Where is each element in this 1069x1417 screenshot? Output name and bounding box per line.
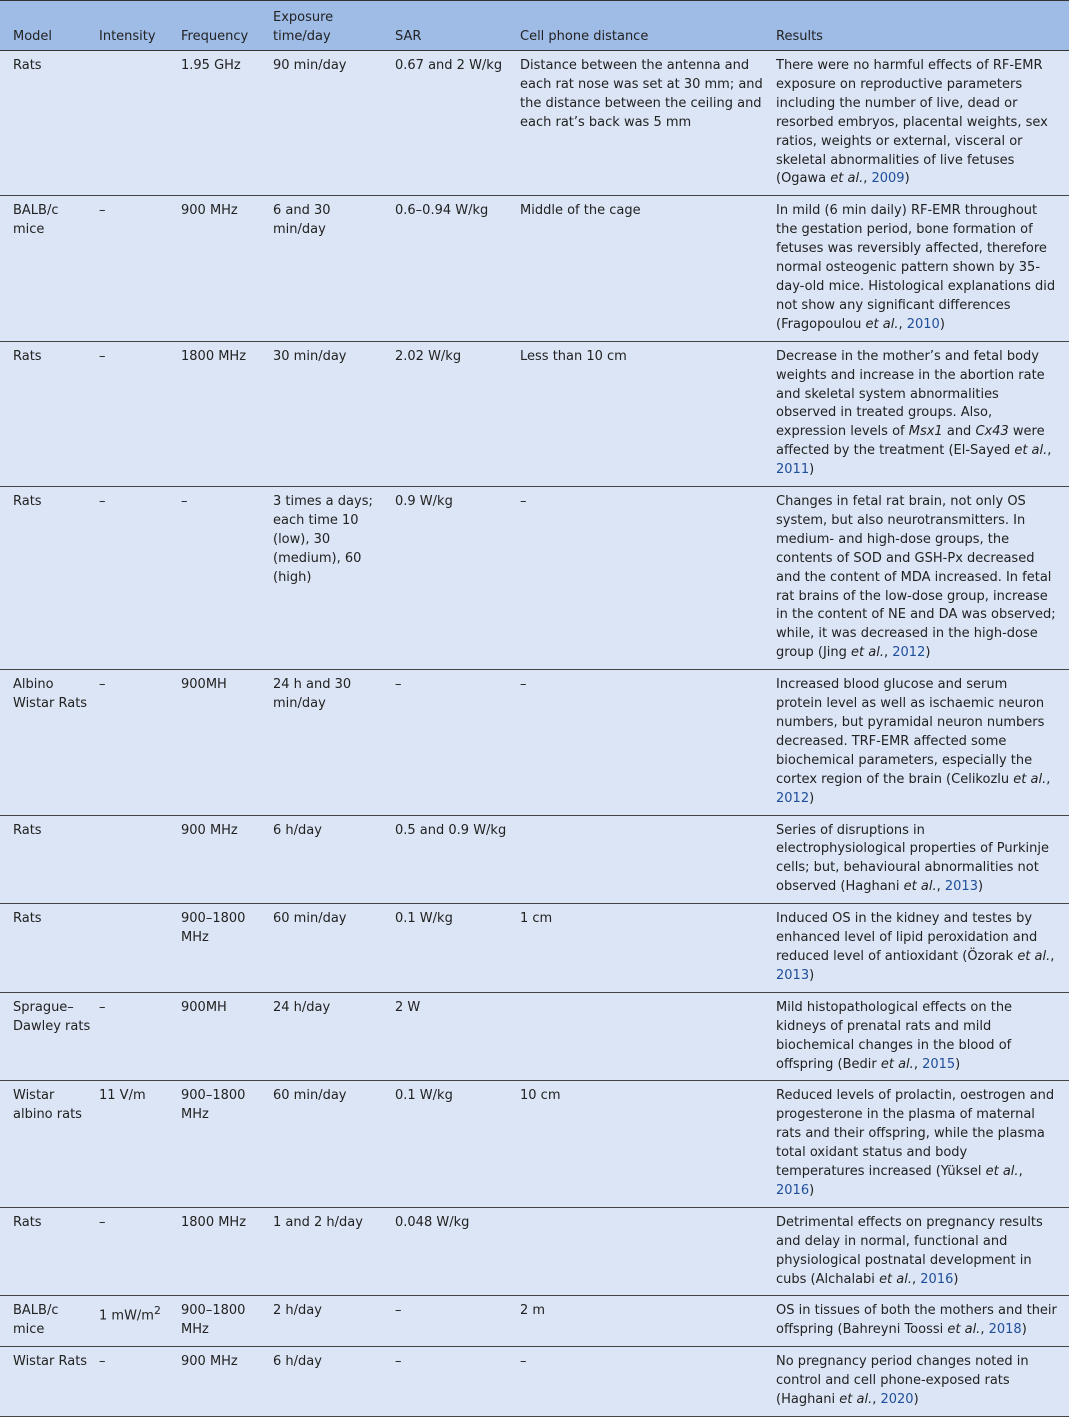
cell-distance (516, 815, 772, 904)
cell-sar: 0.048 W/kg (391, 1207, 516, 1296)
cell-results (772, 1207, 1069, 1296)
cell-distance (516, 992, 772, 1081)
cell-model: Rats (0, 341, 95, 486)
cell-results (772, 51, 1069, 196)
cell-frequency: 1800 MHz (177, 341, 269, 486)
et-al: et al. (879, 1271, 913, 1287)
cell-frequency: – (177, 487, 269, 670)
close-paren: ) (953, 1271, 959, 1287)
cell-distance: 2 m (516, 1296, 772, 1347)
cell-intensity: – (95, 670, 177, 815)
result-text: OS in tissues of both the mothers and their offspring (Bahreyni Toossi (776, 1303, 1057, 1338)
cell-intensity (95, 1296, 177, 1347)
reference-link[interactable]: 2020 (880, 1392, 914, 1408)
cell-frequency: 900 MHz (177, 196, 269, 341)
cell-model: BALB/c mice (0, 196, 95, 341)
cell-intensity: – (95, 1207, 177, 1296)
close-paren: ) (955, 1056, 961, 1072)
et-al: et al. (1013, 771, 1047, 787)
cell-intensity: – (95, 1347, 177, 1417)
cell-distance: – (516, 670, 772, 815)
cell-results (772, 1347, 1069, 1417)
et-al: et al. (880, 1056, 914, 1072)
cell-model: Rats (0, 815, 95, 904)
result-text: In mild (6 min daily) RF-EMR throughout the gestation period, bone formation of fetuses was reversibly affected, therefore normal osteogenic pattern shown by 35-day-old mice. Histological explanations did not show any significant differences (Fragopoulou (776, 203, 1056, 332)
et-al: et al. (1014, 443, 1048, 459)
et-al: et al. (1017, 948, 1051, 964)
et-al: et al. (865, 316, 899, 332)
cell-frequency: 900 MHz (177, 815, 269, 904)
close-paren: ) (809, 462, 815, 478)
cell-frequency: 900MH (177, 670, 269, 815)
cell-results (772, 341, 1069, 486)
cell-intensity: – (95, 341, 177, 486)
col-header-frequency: Frequency (177, 1, 269, 51)
cell-exposure: 24 h/day (269, 992, 391, 1081)
cell-exposure: 60 min/day (269, 1081, 391, 1207)
result-text: Changes in fetal rat brain, not only OS system, but also neurotransmitters. In medium- and high-dose groups, the contents of SOD and GSH-Px decreased and the content of MDA increased. In fetal rat brains of the low-dose group, increase in the content of NE and DA was observed; while, it was decreased in the high-dose group (Jing (776, 494, 1056, 661)
reference-link[interactable]: 2013 (944, 879, 978, 895)
cell-distance: – (516, 1347, 772, 1417)
separator: , (912, 1271, 921, 1287)
cell-sar: 0.6–0.94 W/kg (391, 196, 516, 341)
reference-link[interactable]: 2012 (776, 790, 810, 806)
cell-distance: Middle of the cage (516, 196, 772, 341)
cell-exposure: 3 times a days; each time 10 (low), 30 (medium), 60 (high) (269, 487, 391, 670)
close-paren: ) (913, 1392, 919, 1408)
cell-frequency: 900 MHz (177, 1347, 269, 1417)
gene-name: Msx1 (908, 424, 943, 440)
cell-sar: 2 W (391, 992, 516, 1081)
table-row (0, 992, 1069, 1081)
result-text: were affected by the treatment (El-Sayed (776, 424, 1045, 459)
cell-frequency: 1800 MHz (177, 1207, 269, 1296)
close-paren: ) (939, 316, 945, 332)
separator: , (898, 316, 907, 332)
result-text: Mild histopathological effects on the kidneys of prenatal rats and mild biochemical changes in the blood of offspring (Bedir (776, 999, 1013, 1072)
cell-results (772, 670, 1069, 815)
col-header-distance: Cell phone distance (516, 1, 772, 51)
cell-sar: 0.1 W/kg (391, 904, 516, 993)
cell-intensity: – (95, 196, 177, 341)
cell-frequency: 900MH (177, 992, 269, 1081)
separator: , (1050, 948, 1055, 964)
cell-intensity: 11 V/m (95, 1081, 177, 1207)
cell-distance (516, 1207, 772, 1296)
reference-link[interactable]: 2016 (776, 1182, 810, 1198)
cell-results (772, 487, 1069, 670)
reference-link[interactable]: 2011 (776, 462, 810, 478)
cell-exposure: 90 min/day (269, 51, 391, 196)
result-text: and (942, 424, 976, 440)
result-text: Decrease in the mother’s and fetal body weights and increase in the abortion rate and skeletal system abnormalities observed in treated groups. Also, expression levels of (776, 348, 1045, 440)
cell-sar: – (391, 1296, 516, 1347)
et-al: et al. (985, 1164, 1019, 1180)
table-row (0, 341, 1069, 486)
separator: , (872, 1392, 881, 1408)
col-header-model: Model (0, 1, 95, 51)
table-row (0, 904, 1069, 993)
table-row (0, 815, 1069, 904)
close-paren: ) (904, 171, 910, 187)
separator: , (1046, 771, 1051, 787)
result-text: There were no harmful effects of RF-EMR exposure on reproductive parameters including the number of live, dead or resorbed embryos, placental weights, sex ratios, weights or external, visceral or skeletal abnormalities of live fetuses (Ogawa (776, 58, 1048, 187)
reference-link[interactable]: 2010 (906, 316, 940, 332)
cell-distance: – (516, 487, 772, 670)
col-header-sar: SAR (391, 1, 516, 51)
cell-exposure: 6 h/day (269, 815, 391, 904)
cell-intensity (95, 815, 177, 904)
reference-link[interactable]: 2015 (922, 1056, 956, 1072)
cell-intensity (95, 904, 177, 993)
close-paren: ) (809, 790, 815, 806)
cell-model: Rats (0, 1207, 95, 1296)
cell-results (772, 904, 1069, 993)
cell-model: Wistar Rats (0, 1347, 95, 1417)
cell-model: Rats (0, 51, 95, 196)
cell-sar: 0.9 W/kg (391, 487, 516, 670)
cell-exposure: 24 h and 30 min/day (269, 670, 391, 815)
result-text: Series of disruptions in electrophysiological properties of Purkinje cells; but, behavioural abnormalities not observed (Haghani (776, 822, 1049, 895)
header-row (0, 1, 1069, 51)
close-paren: ) (809, 1182, 815, 1198)
reference-link[interactable]: 2018 (988, 1322, 1022, 1338)
cell-model: Rats (0, 904, 95, 993)
cell-intensity: – (95, 992, 177, 1081)
cell-sar: 2.02 W/kg (391, 341, 516, 486)
close-paren: ) (809, 967, 815, 983)
table-row (0, 487, 1069, 670)
cell-results (772, 196, 1069, 341)
cell-results (772, 1296, 1069, 1347)
separator: , (863, 171, 872, 187)
table-row (0, 1347, 1069, 1417)
table-row (0, 1207, 1069, 1296)
intensity-exponent: 2 (153, 1304, 161, 1318)
et-al: et al. (851, 645, 884, 661)
cell-sar: – (391, 1347, 516, 1417)
cell-frequency: 1.95 GHz (177, 51, 269, 196)
col-header-results: Results (772, 1, 1069, 51)
result-text: No pregnancy period changes noted in control and cell phone-exposed rats (Haghani (776, 1354, 1029, 1408)
separator: , (1018, 1164, 1023, 1180)
cell-results (772, 815, 1069, 904)
et-al: et al. (903, 879, 937, 895)
cell-exposure: 6 h/day (269, 1347, 391, 1417)
separator: , (883, 645, 893, 661)
result-text: Induced OS in the kidney and testes by enhanced level of lipid peroxidation and reduced level of antioxidant (Özorak (776, 911, 1038, 964)
cell-intensity (95, 51, 177, 196)
cell-distance: Less than 10 cm (516, 341, 772, 486)
close-paren: ) (925, 645, 931, 661)
cell-exposure: 60 min/day (269, 904, 391, 993)
intensity-value: 1 mW/m (99, 1308, 154, 1324)
cell-sar: 0.1 W/kg (391, 1081, 516, 1207)
result-text: Increased blood glucose and serum protein level as well as ischaemic neuron numbers, but pyramidal neuron numbers decreased. TRF-EMR affected some biochemical parameters, especially the cortex region of the brain (Celikozlu (776, 677, 1045, 787)
cell-model: Wistar albino rats (0, 1081, 95, 1207)
reference-link[interactable]: 2009 (871, 171, 905, 187)
close-paren: ) (977, 879, 984, 895)
et-al: et al. (830, 171, 864, 187)
result-text: Detrimental effects on pregnancy results and delay in normal, functional and physiological postnatal development in cubs (Alchalabi (776, 1214, 1043, 1287)
cell-distance: Distance between the antenna and each rat nose was set at 30 mm; and the distance between the ceiling and each rat’s back was 5 mm (516, 51, 772, 196)
cell-exposure: 6 and 30 min/day (269, 196, 391, 341)
cell-results (772, 992, 1069, 1081)
cell-distance: 1 cm (516, 904, 772, 993)
col-header-exposure: Exposure time/day (269, 1, 391, 51)
table-row (0, 1296, 1069, 1347)
cell-model: Albino Wistar Rats (0, 670, 95, 815)
cell-exposure: 1 and 2 h/day (269, 1207, 391, 1296)
table-row (0, 1081, 1069, 1207)
cell-intensity: – (95, 487, 177, 670)
cell-model: BALB/c mice (0, 1296, 95, 1347)
table-row (0, 196, 1069, 341)
cell-results (772, 1081, 1069, 1207)
cell-frequency: 900–1800 MHz (177, 1296, 269, 1347)
separator: , (936, 879, 945, 895)
table-row (0, 51, 1069, 196)
cell-model: Sprague–Dawley rats (0, 992, 95, 1081)
cell-frequency: 900–1800 MHz (177, 1081, 269, 1207)
separator: , (980, 1322, 989, 1338)
cell-exposure: 30 min/day (269, 341, 391, 486)
reference-link[interactable]: 2016 (920, 1271, 954, 1287)
reference-link[interactable]: 2013 (776, 967, 810, 983)
et-al: et al. (839, 1392, 873, 1408)
cell-model: Rats (0, 487, 95, 670)
separator: , (1047, 443, 1052, 459)
separator: , (913, 1056, 923, 1072)
col-header-intensity: Intensity (95, 1, 177, 51)
cell-distance: 10 cm (516, 1081, 772, 1207)
cell-sar: – (391, 670, 516, 815)
et-al: et al. (947, 1322, 981, 1338)
reference-link[interactable]: 2012 (892, 645, 926, 661)
cell-sar: 0.5 and 0.9 W/kg (391, 815, 516, 904)
result-text: Reduced levels of prolactin, oestrogen and progesterone in the plasma of maternal rats and their offspring, while the plasma total oxidant status and body temperatures increased (Yüksel (776, 1088, 1055, 1180)
cell-exposure: 2 h/day (269, 1296, 391, 1347)
table-row (0, 670, 1069, 815)
cell-frequency: 900–1800 MHz (177, 904, 269, 993)
close-paren: ) (1021, 1322, 1027, 1338)
cell-sar: 0.67 and 2 W/kg (391, 51, 516, 196)
gene-name: Cx43 (975, 424, 1009, 440)
